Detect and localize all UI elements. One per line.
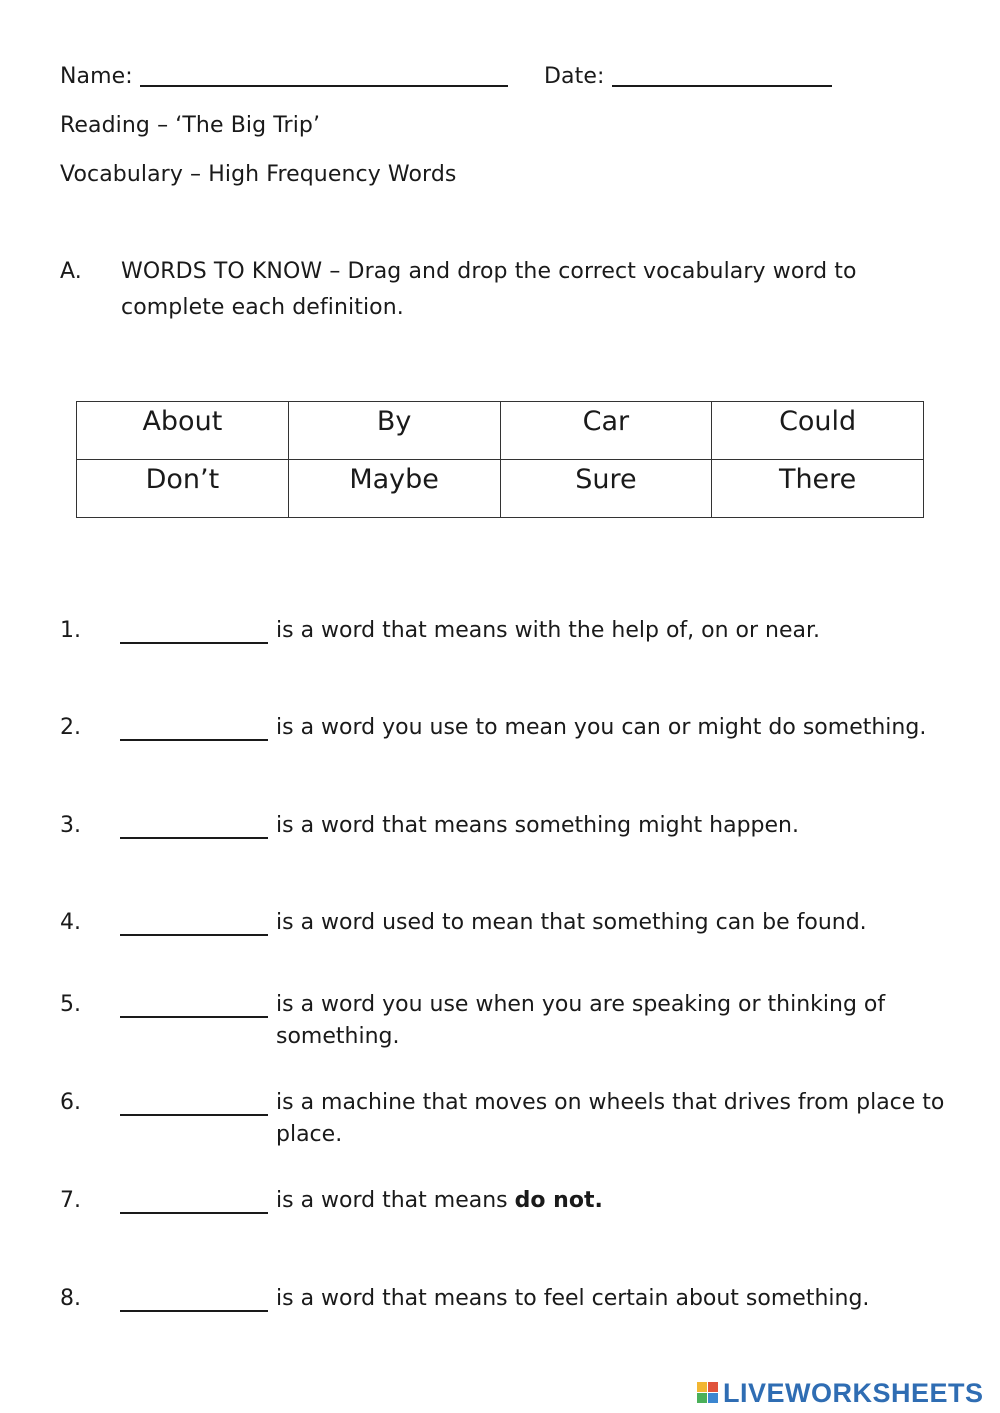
word-bank-row [77, 460, 924, 518]
date-row [544, 64, 832, 89]
question-text: is a word that means something might happen. [276, 813, 799, 838]
vocabulary-title: Vocabulary – High Frequency Words [60, 162, 457, 187]
question-number: 5. [60, 992, 81, 1017]
date-label: Date: [544, 64, 605, 89]
brand-name: LIVEWORKSHEETS [723, 1377, 984, 1408]
answer-blank[interactable] [120, 642, 268, 644]
answer-blank[interactable] [120, 1212, 268, 1214]
question-number: 1. [60, 618, 81, 643]
question-text [276, 1188, 603, 1213]
question-text-part: is a word that means [276, 1188, 508, 1213]
question-emphasis: do not. [514, 1188, 603, 1213]
word-bank-item[interactable]: By [288, 402, 500, 460]
liveworksheets-logo [697, 1378, 984, 1408]
section-instruction-line2: complete each definition. [121, 295, 404, 320]
answer-blank[interactable] [120, 934, 268, 936]
word-bank-item[interactable]: About [77, 402, 289, 460]
question-number: 7. [60, 1188, 81, 1213]
question-number: 2. [60, 715, 81, 740]
answer-blank[interactable] [120, 1016, 268, 1018]
name-label: Name: [60, 64, 133, 89]
word-bank-item[interactable]: There [712, 460, 924, 518]
word-bank-item[interactable]: Don’t [77, 460, 289, 518]
question-text-continued: something. [276, 1024, 400, 1049]
date-field[interactable] [612, 85, 832, 87]
word-bank-item[interactable]: Could [712, 402, 924, 460]
reading-title: Reading – ‘The Big Trip’ [60, 113, 321, 138]
question-text-continued: place. [276, 1122, 343, 1147]
section-letter: A. [60, 259, 82, 284]
answer-blank[interactable] [120, 837, 268, 839]
question-text: is a word that means with the help of, on or near. [276, 618, 821, 643]
question-text: is a word that means to feel certain about something. [276, 1286, 870, 1311]
question-text: is a word you use when you are speaking or thinking of [276, 992, 886, 1017]
word-bank-item[interactable]: Maybe [288, 460, 500, 518]
name-row [60, 64, 508, 89]
word-bank-table [76, 401, 924, 518]
word-bank-item[interactable]: Sure [500, 460, 712, 518]
question-number: 3. [60, 813, 81, 838]
word-bank-item[interactable]: Car [500, 402, 712, 460]
question-number: 8. [60, 1286, 81, 1311]
logo-mark-icon [697, 1382, 719, 1404]
answer-blank[interactable] [120, 1310, 268, 1312]
question-number: 6. [60, 1090, 81, 1115]
name-field[interactable] [140, 85, 508, 87]
word-bank-row [77, 402, 924, 460]
question-text: is a machine that moves on wheels that drives from place to [276, 1090, 945, 1115]
section-instruction-line1: WORDS TO KNOW – Drag and drop the correct vocabulary word to [121, 259, 857, 284]
question-text: is a word you use to mean you can or might do something. [276, 715, 927, 740]
answer-blank[interactable] [120, 1114, 268, 1116]
answer-blank[interactable] [120, 739, 268, 741]
question-text: is a word used to mean that something can be found. [276, 910, 867, 935]
question-number: 4. [60, 910, 81, 935]
